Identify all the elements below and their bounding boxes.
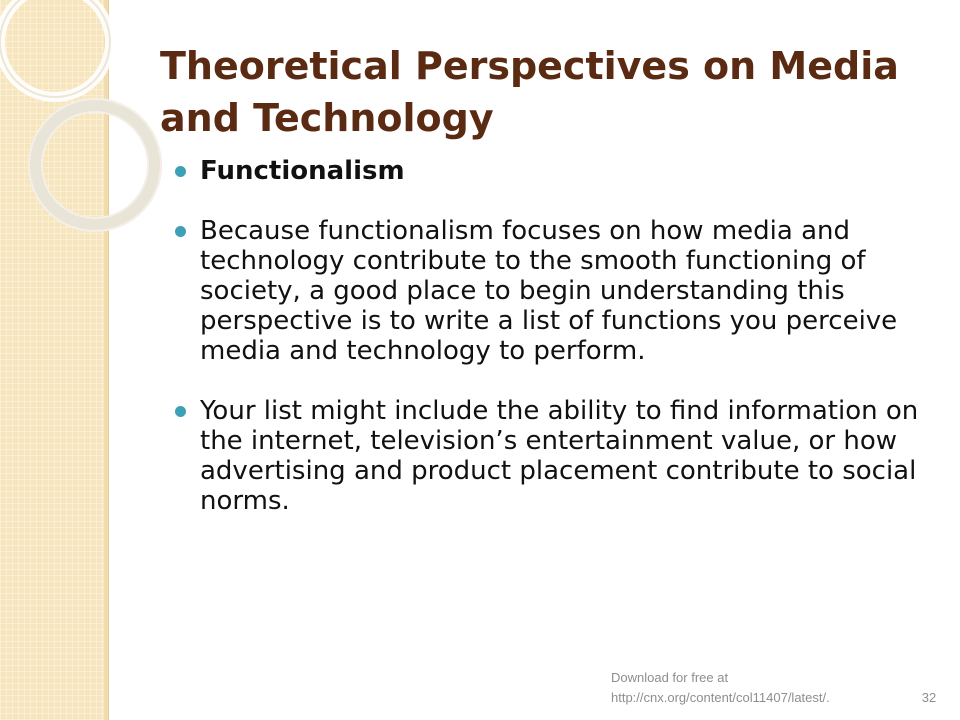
credit-line-1: Download for free at	[611, 670, 729, 685]
slide-number: 32	[921, 690, 937, 705]
bullet-item-examples	[175, 396, 935, 516]
bullet-item-functionalism	[175, 156, 935, 186]
slide-title: Theoretical Perspectives on Media and Technology	[160, 44, 899, 140]
bullet-dot-icon	[175, 166, 186, 177]
bullet-dot-icon	[175, 406, 186, 417]
bullet-list	[175, 156, 935, 516]
bullet-dot-icon	[175, 226, 186, 237]
bullet-item-explanation	[175, 216, 935, 366]
bullet-text: Your list might include the ability to find information on the internet, television’s entertainment value, or how advertising and product placement contribute to social norms.	[200, 396, 919, 516]
bullet-text: Because functionalism focuses on how media and technology contribute to the smooth functioning of society, a good place to begin understanding this perspective is to write a list of functions you perceive media and technology to perform.	[200, 216, 898, 366]
credit-link[interactable]: http://cnx.org/content/col11407/latest/.	[611, 690, 830, 705]
footer-credit	[611, 668, 891, 708]
bullet-text: Functionalism	[200, 156, 405, 186]
